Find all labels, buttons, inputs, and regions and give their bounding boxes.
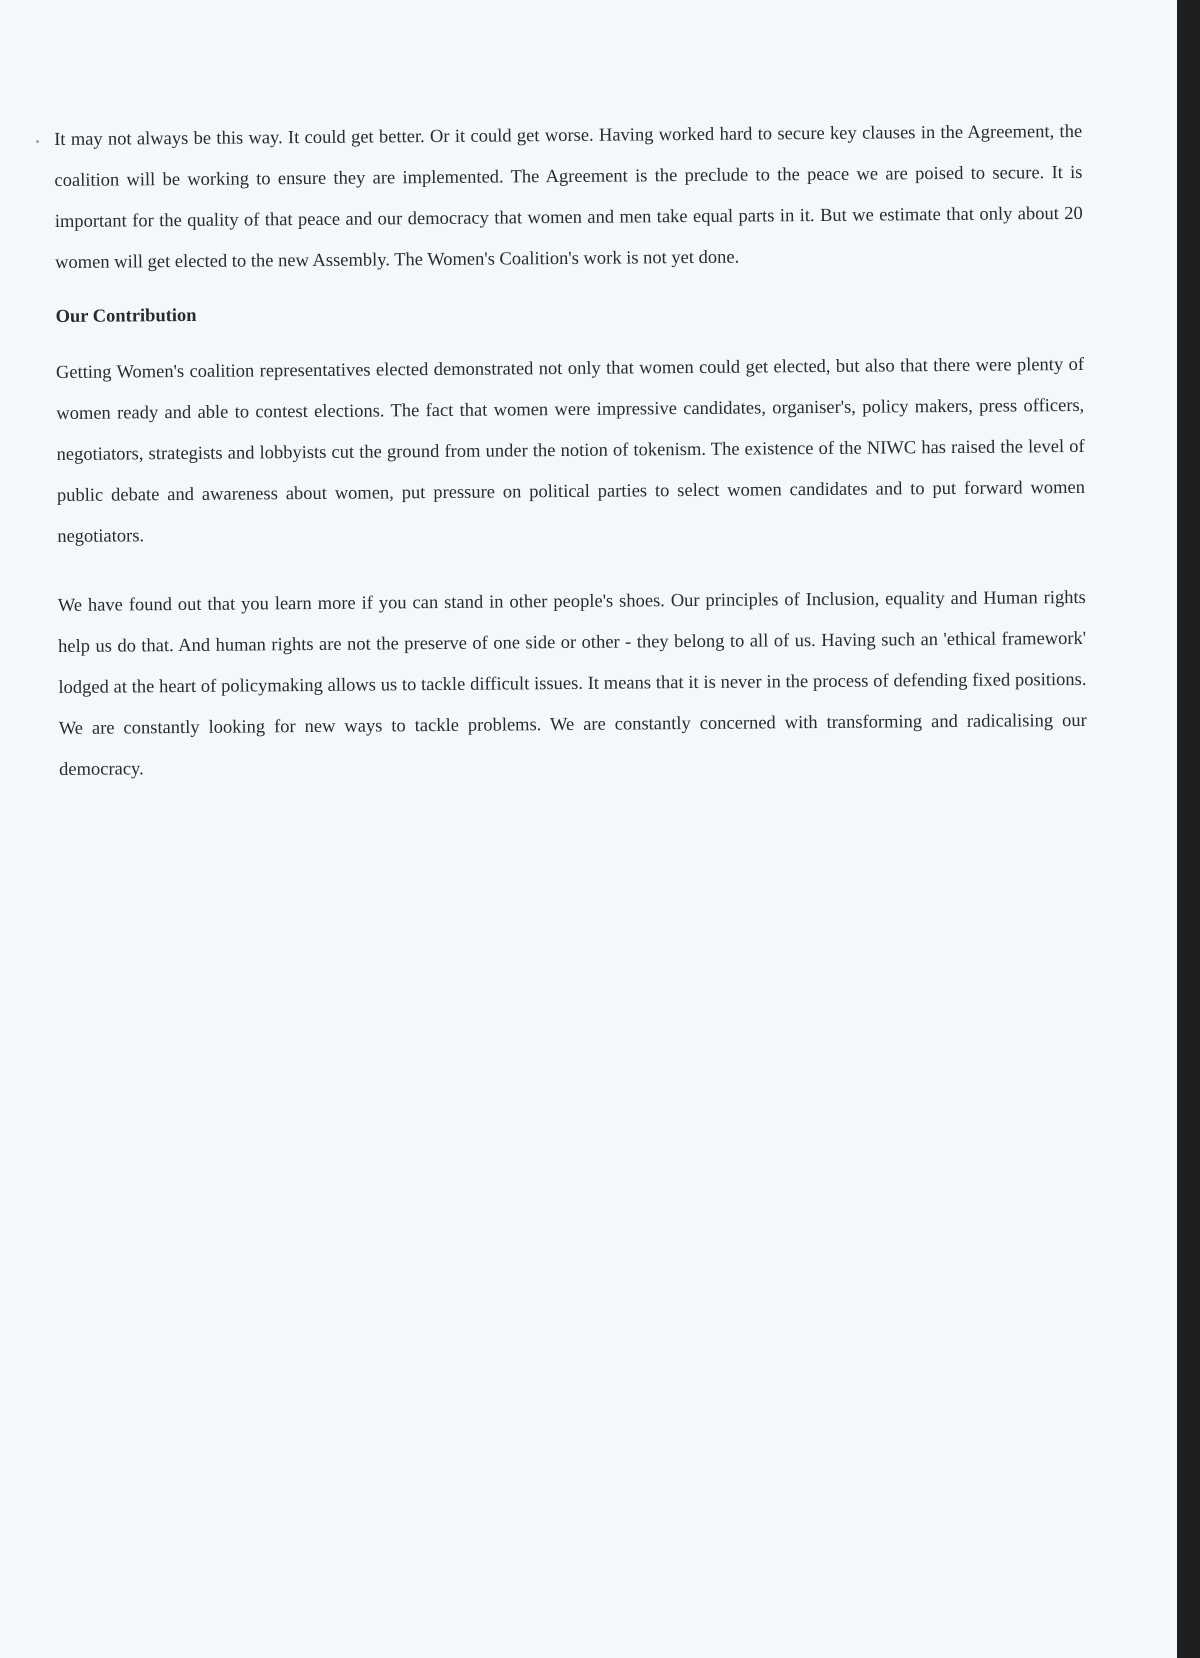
paragraph-intro: It may not always be this way. It could get better. Or it could get worse. Having worked hard to secure key clauses in the Agreement, the coalition will be working to ensure they are implemented. The Agreement is the preclude to the peace we are poised to secure. It is important for the quality of that peace and our democracy that women and men take equal parts in it. But we estimate that only about 20 women will get elected to the new Assembly. The Women's Coalition's work is not yet done.	[54, 121, 1083, 273]
paragraph-principles: We have found out that you learn more if you can stand in other people's shoes. Our principles of Inclusion, equality and Human rights help us do that. And human rights are not the preserve of one side or other - they belong to all of us. Having such an 'ethical framework' lodged at the heart of policymaking allows us to tackle difficult issues. It means that it is never in the process of defending fixed positions. We are constantly looking for new ways to tackle problems. We are constantly concerned with transforming and radicalising our democracy.	[57, 587, 1087, 780]
scan-speck	[36, 140, 39, 143]
paragraph-contribution: Getting Women's coalition representatives elected demonstrated not only that women could get elected, but also that there were plenty of women ready and able to contest elections. The fact that women were impressive candidates, organiser's, policy makers, press officers, negotiators, strategists and lobbyists cut the ground from under the notion of tokenism. The existence of the NIWC has raised the level of public debate and awareness about women, put pressure on political parties to select women candidates and to put forward women negotiators.	[55, 354, 1085, 547]
scan-edge	[1177, 0, 1200, 1658]
section-heading: Our Contribution	[55, 305, 197, 327]
document-body	[54, 112, 1087, 791]
